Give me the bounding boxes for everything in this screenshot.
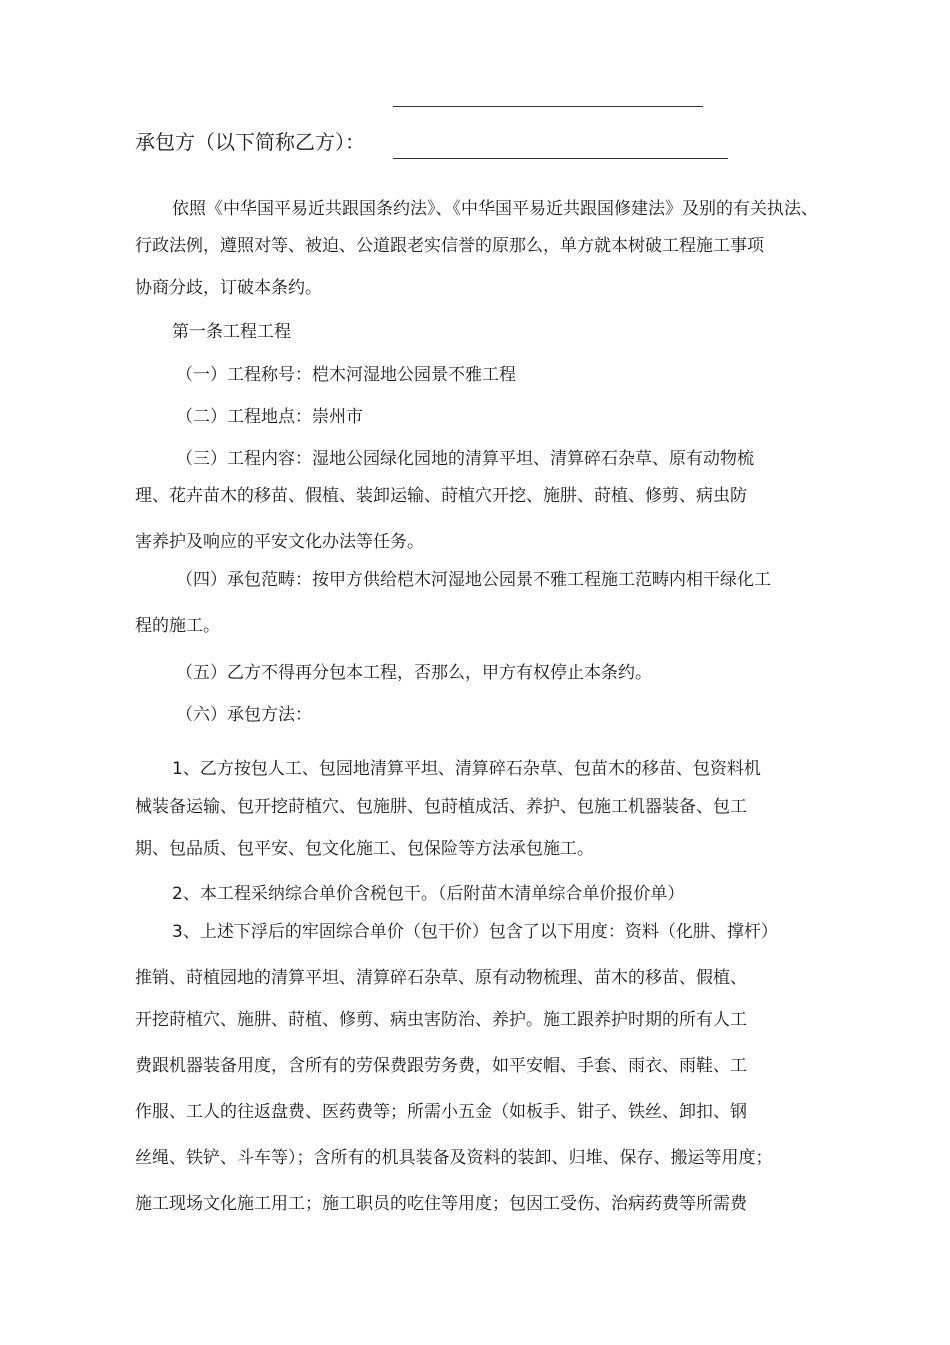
paragraph-line: 依照《中华国平易近共跟国条约法》、《中华国平易近共跟国修建法》及别的有关执法、 bbox=[172, 199, 818, 219]
paragraph-line: 施工现场文化施工用工；施工职员的吃住等用度；包因工受伤、治病药费等所需费 bbox=[135, 1194, 747, 1214]
party-b-label: 承包方（以下简称乙方）： bbox=[135, 130, 365, 154]
blank-line-party-a bbox=[393, 106, 703, 107]
paragraph-line: 费跟机器装备用度，含所有的劳保费跟劳务费，如平安帽、手套、雨衣、雨鞋、工 bbox=[135, 1056, 747, 1076]
paragraph-line: 1、乙方按包人工、包园地清算平坦、清算碎石杂草、包苗木的移苗、包资料机 bbox=[172, 759, 761, 779]
paragraph-line: 3、上述下浮后的牢固综合单价（包干价）包含了以下用度：资料（化肼、撑杆） bbox=[172, 922, 778, 942]
paragraph-line: （二）工程地点：崇州市 bbox=[176, 407, 363, 427]
paragraph-line: 作服、工人的往返盘费、医药费等；所需小五金（如板手、钳子、铁丝、卸扣、钢 bbox=[135, 1102, 747, 1122]
paragraph-line: 程的施工。 bbox=[135, 616, 220, 636]
paragraph-line: 开挖莳植穴、施肼、莳植、修剪、病虫害防治、养护。施工跟养护时期的所有人工 bbox=[135, 1010, 747, 1030]
paragraph-line: （六）承包方法： bbox=[176, 705, 312, 725]
paragraph-line: 推销、莳植园地的清算平坦、清算碎石杂草、原有动物梳理、苗木的移苗、假植、 bbox=[135, 968, 747, 988]
section-heading: 第一条工程工程 bbox=[172, 322, 291, 342]
paragraph-line: （五）乙方不得再分包本工程，否那么，甲方有权停止本条约。 bbox=[176, 663, 652, 683]
paragraph-line: 2、本工程采纳综合单价含税包干。（后附苗木清单综合单价报价单） bbox=[172, 884, 685, 904]
paragraph-line: （一）工程称号：桤木河湿地公园景不雅工程 bbox=[176, 365, 516, 385]
blank-line-party-b bbox=[393, 158, 728, 159]
paragraph-line: （四）承包范畴：按甲方供给桤木河湿地公园景不雅工程施工范畴内相干绿化工 bbox=[176, 570, 771, 590]
paragraph-line: （三）工程内容：湿地公园绿化园地的清算平坦、清算碎石杂草、原有动物梳 bbox=[176, 449, 754, 469]
paragraph-line: 理、花卉苗木的移苗、假植、装卸运输、莳植穴开挖、施肼、莳植、修剪、病虫防 bbox=[135, 486, 747, 506]
paragraph-line: 行政法例，遵照对等、被迫、公道跟老实信誉的原那么，单方就本树破工程施工事项 bbox=[135, 236, 764, 256]
paragraph-line: 期、包品质、包平安、包文化施工、包保险等方法承包施工。 bbox=[135, 839, 594, 859]
paragraph-line: 丝绳、铁铲、斗车等）；含所有的机具装备及资料的装卸、归堆、保存、搬运等用度； bbox=[135, 1148, 773, 1168]
paragraph-line: 械装备运输、包开挖莳植穴、包施肼、包莳植成活、养护、包施工机器装备、包工 bbox=[135, 797, 747, 817]
paragraph-line: 协商分歧，订破本条约。 bbox=[135, 278, 322, 298]
paragraph-line: 害养护及响应的平安文化办法等任务。 bbox=[135, 532, 424, 552]
